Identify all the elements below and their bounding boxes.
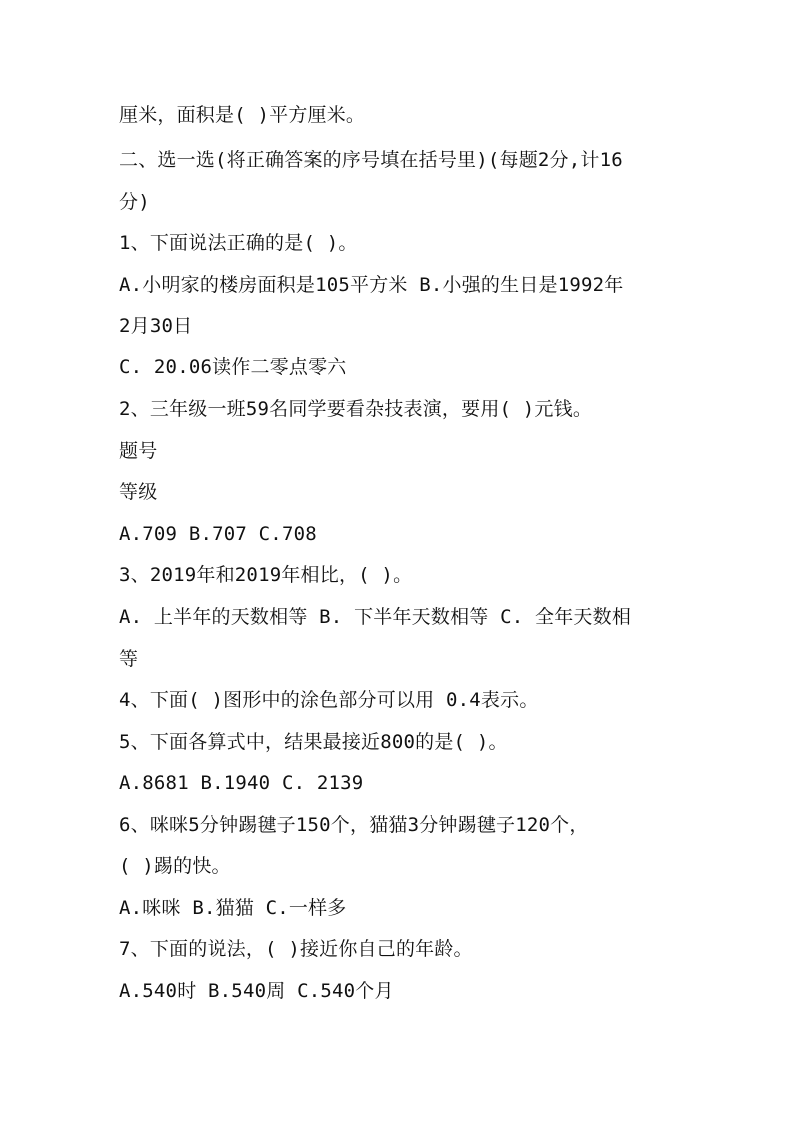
label-grade: 等级 <box>119 481 158 503</box>
question-5: 5、下面各算式中，结果最接近800的是( )。 <box>119 731 508 753</box>
question-5-options: A.8681 B.1940 C. 2139 <box>119 772 364 794</box>
question-7-options: A.540时 B.540周 C.540个月 <box>119 980 394 1002</box>
text-line-area-answer: 厘米，面积是( )平方厘米。 <box>119 104 366 126</box>
question-7: 7、下面的说法，( )接近你自己的年龄。 <box>119 938 473 960</box>
section-heading-choose: 二、选一选(将正确答案的序号填在括号里)(每题2分,计16 <box>119 149 623 171</box>
question-1-options-continued: 2月30日 <box>119 315 193 337</box>
question-1: 1、下面说法正确的是( )。 <box>119 232 358 254</box>
question-3: 3、2019年和2019年相比，( )。 <box>119 564 413 586</box>
question-6: 6、咪咪5分钟踢毽子150个，猫猫3分钟踢毽子120个， <box>119 814 589 836</box>
question-2: 2、三年级一班59名同学要看杂技表演，要用( )元钱。 <box>119 398 593 420</box>
question-1-option-c: C. 20.06读作二零点零六 <box>119 356 347 378</box>
question-6-options: A.咪咪 B.猫猫 C.一样多 <box>119 897 347 919</box>
section-heading-continued: 分) <box>119 191 150 213</box>
question-6-continued: ( )踢的快。 <box>119 855 231 877</box>
question-3-options: A. 上半年的天数相等 B. 下半年天数相等 C. 全年天数相 <box>119 606 632 628</box>
question-3-options-continued: 等 <box>119 648 139 670</box>
label-question-number: 题号 <box>119 440 158 462</box>
question-4: 4、下面( )图形中的涂色部分可以用 0.4表示。 <box>119 689 539 711</box>
question-2-options: A.709 B.707 C.708 <box>119 523 317 545</box>
question-1-options: A.小明家的楼房面积是105平方米 B.小强的生日是1992年 <box>119 274 624 296</box>
